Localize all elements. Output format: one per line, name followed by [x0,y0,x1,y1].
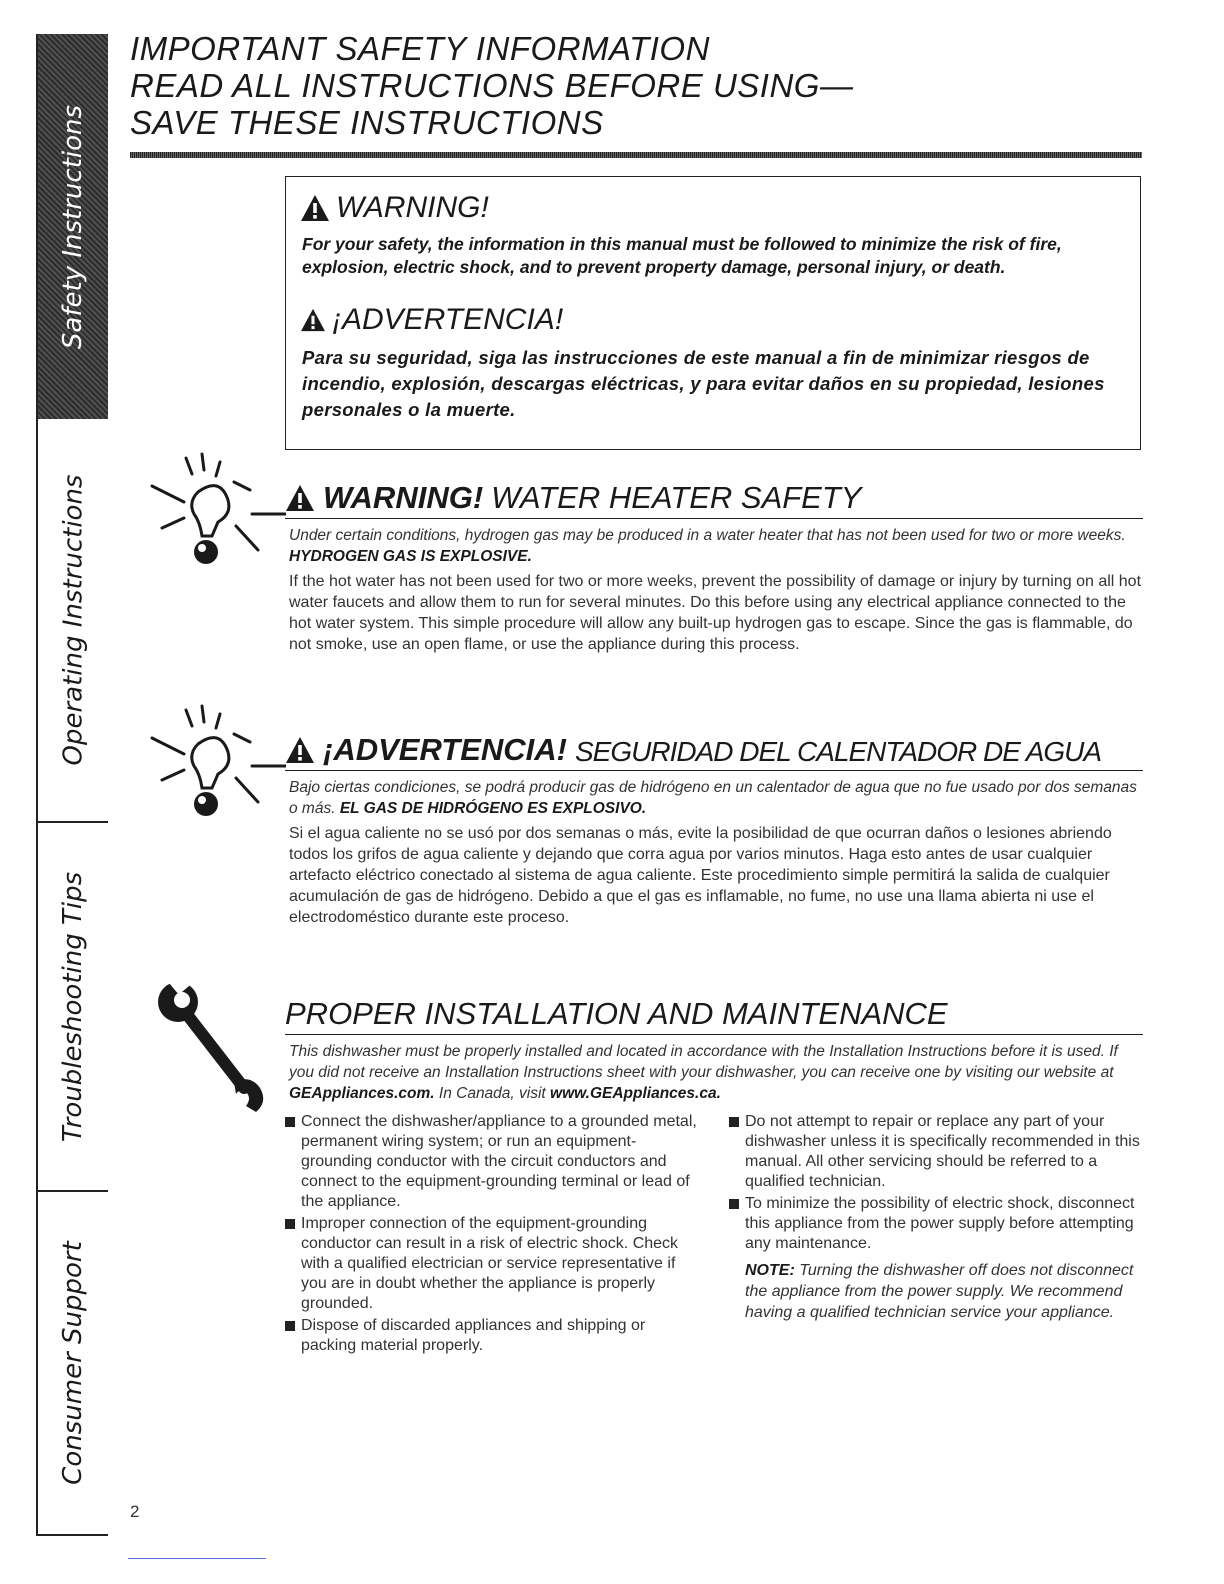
section-body: Si el agua caliente no se usó por dos semanas o más, evite la posibilidad de que ocurran daños o lesiones abriendo todos los grifos de agua caliente y dejando que corra agua por varios minutos. Haga esto antes de usar cualquier artefacto eléctrico conectado al sistema de agua caliente. Este procedimiento simple permitirá la salida de cualquier acumulación de gas de hidrógeno. Debido a que el gas es inflamable, no fume, no use una llama abierta ni use el electrodoméstico durante este proceso. [289,825,1112,926]
list-item [285,1112,699,1212]
intro-part-1: This dishwasher must be properly installed and located in accordance with the Installation Instructions before it is used. If you did not receive an Installation Instructions sheet with your dishwasher, you can receive one by visiting our website at [289,1043,1118,1081]
advertencia-heading [300,303,1122,337]
heading-strong: WARNING! [323,480,484,515]
bullet-columns [285,1112,1143,1358]
section-intro [289,525,1143,567]
bullet-icon [729,1199,739,1209]
intro-text: Bajo ciertas condiciones, se podrá producir gas de hidrógeno en un calentador de agua que no fue usado por dos semanas o más. [289,779,1137,817]
tab-consumer-support[interactable] [38,1192,108,1534]
heading-light: PROPER INSTALLATION AND MAINTENANCE [285,996,948,1031]
intro-bold: HYDROGEN GAS IS EXPLOSIVE. [289,548,532,565]
section-intro [289,1041,1143,1104]
warning-text-es: Para su seguridad, siga las instrucciones de este manual a fin de minimizar riesgos de incendio, explosión, descargas eléctricas, y para evitar daños en su propiedad, lesiones personales o la muerte. [302,347,1105,420]
heading-strong: ¡ADVERTENCIA! [323,732,567,767]
advertencia-heading-text: ¡ADVERTENCIA! [332,303,564,336]
section-tab-bar [36,34,108,1536]
list-item-text: Dispose of discarded appliances and shipping or packing material properly. [301,1317,646,1354]
bullet-icon [285,1321,295,1331]
list-item [729,1112,1143,1192]
website-link-ca[interactable]: www.GEAppliances.ca. [550,1085,721,1102]
lightbulb-icon [146,452,286,572]
tab-operating-instructions[interactable] [38,419,108,823]
warning-triangle-icon [285,736,315,764]
title-line-3: SAVE THESE INSTRUCTIONS [130,104,604,141]
warning-text-en: For your safety, the information in this manual must be followed to minimize the risk of fire, explosion, electric shock, and to prevent property damage, personal injury, or death. [302,234,1062,277]
bullet-icon [285,1219,295,1229]
tab-label: Troubleshooting Tips [58,871,89,1142]
page-number: 2 [130,1502,140,1521]
installation-maintenance-section [285,996,1143,1358]
warning-triangle-icon [285,484,315,512]
warning-heading [300,191,1122,225]
list-item [285,1316,699,1356]
warning-heading-text: WARNING! [336,191,489,224]
list-item-text: Improper connection of the equipment-grounding conductor can result in a risk of electric shock. Check with a qualified electrician or service representative if you are in doubt whether the appliance is properly grounded. [301,1215,679,1312]
tab-safety-instructions[interactable] [38,34,108,419]
page-title [130,30,1142,141]
list-item-text: Connect the dishwasher/appliance to a grounded metal, permanent wiring system; or run an equipment-grounding conductor with the circuit conductors and connect to the equipment-grounding terminal or lead of the appliance. [301,1113,697,1210]
lightbulb-icon [146,704,286,824]
warning-triangle-icon [300,194,330,222]
section-intro [289,777,1143,819]
bullet-icon [729,1117,739,1127]
section-heading [285,996,1143,1035]
list-item [285,1214,699,1314]
title-line-1: IMPORTANT SAFETY INFORMATION [130,30,710,67]
note-label: NOTE: [745,1262,795,1279]
section-heading [285,732,1143,771]
footer-divider [128,1558,266,1559]
intro-bold: EL GAS DE HIDRÓGENO ES EXPLOSIVO. [339,800,647,817]
section-heading [285,480,1143,519]
bullet-icon [285,1117,295,1127]
heading-light: WATER HEATER SAFETY [491,480,862,515]
note [745,1260,1143,1323]
left-column [285,1112,699,1358]
website-link-us[interactable]: GEAppliances.com. [289,1085,435,1102]
tab-label: Safety Instructions [58,104,89,349]
tab-label: Operating Instructions [58,474,89,766]
warning-triangle-icon [300,308,326,332]
tab-label: Consumer Support [58,1241,88,1485]
list-item-text: To minimize the possibility of electric shock, disconnect this appliance from the power supply before attempting any maintenance. [745,1195,1135,1252]
list-item-text: Do not attempt to repair or replace any part of your dishwasher unless it is specifically recommended in this manual. All other servicing should be referred to a qualified technician. [745,1113,1140,1190]
water-heater-warning-en [285,480,1143,655]
heading-light: SEGURIDAD DEL CALENTADOR DE AGUA [575,736,1102,767]
title-line-2: READ ALL INSTRUCTIONS BEFORE USING— [130,67,854,104]
note-text: Turning the dishwasher off does not disconnect the appliance from the power supply. We recommend having a qualified technician service your appliance. [745,1262,1134,1321]
water-heater-warning-es [285,732,1143,928]
wrench-icon [152,978,276,1118]
header-divider [130,152,1142,158]
intro-part-2: In Canada, visit [438,1085,546,1102]
tab-troubleshooting-tips[interactable] [38,823,108,1192]
section-body: If the hot water has not been used for two or more weeks, prevent the possibility of damage or injury by turning on all hot water faucets and allow them to run for several minutes. Do this before using any electrical appliance connected to the hot water system. This simple procedure will allow any built-up hydrogen gas to escape. Since the gas is flammable, do not smoke, use an open flame, or use the appliance during this process. [289,573,1142,653]
right-column [729,1112,1143,1358]
intro-text: Under certain conditions, hydrogen gas may be produced in a water heater that has not been used for two or more weeks. [289,527,1126,544]
list-item [729,1194,1143,1254]
general-warning-box [285,176,1141,450]
